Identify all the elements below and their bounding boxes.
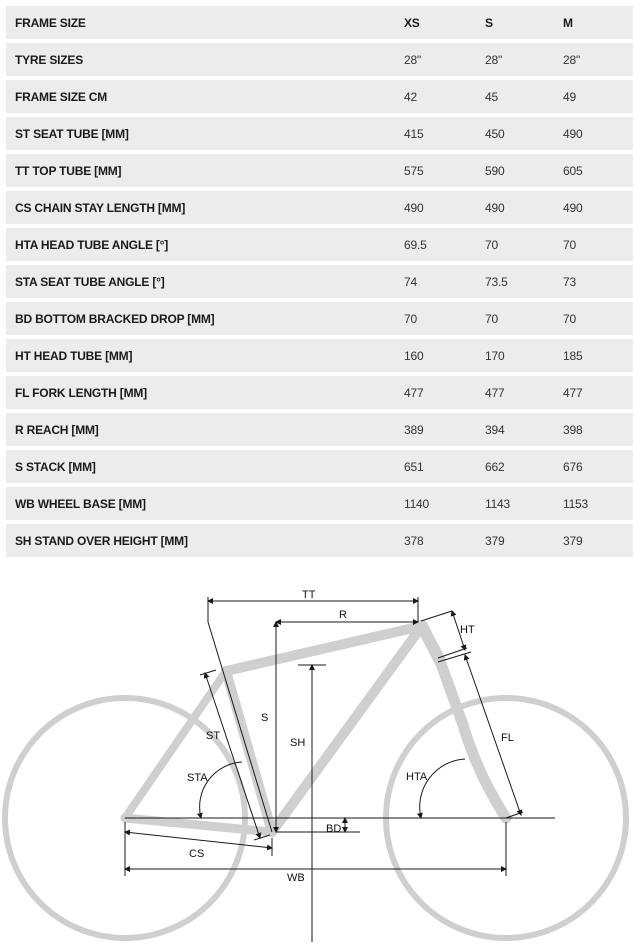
row-value: 490 (563, 126, 583, 141)
row-value: 185 (563, 348, 583, 363)
header-size-s: S (485, 15, 493, 30)
row-value: 590 (485, 163, 505, 178)
header-size-m: M (563, 15, 573, 30)
table-row (6, 376, 633, 409)
row-value: 73.5 (485, 274, 508, 289)
row-value: 1143 (485, 496, 511, 511)
table-row (6, 265, 633, 298)
table-row (6, 228, 633, 261)
frame-geometry-diagram (0, 578, 635, 952)
label-st: ST (206, 730, 221, 742)
label-s: S (261, 712, 269, 724)
label-hta: HTA (406, 771, 428, 783)
table-row (6, 302, 633, 335)
label-r: R (339, 609, 347, 621)
row-value: 389 (404, 422, 424, 437)
row-value: 1140 (404, 496, 430, 511)
row-value: 394 (485, 422, 505, 437)
label-sta: STA (187, 772, 208, 784)
row-value: 490 (563, 200, 583, 215)
row-value: 49 (563, 89, 576, 104)
row-label: FL FORK LENGTH [MM] (15, 385, 147, 400)
row-value: 28" (563, 52, 581, 67)
row-value: 170 (485, 348, 505, 363)
row-label: FRAME SIZE CM (15, 89, 108, 104)
row-value: 42 (404, 89, 417, 104)
table-row (6, 154, 633, 187)
table-row (6, 43, 633, 76)
row-value: 477 (563, 385, 583, 400)
row-value: 575 (404, 163, 424, 178)
table-row (6, 117, 633, 150)
row-value: 73 (563, 274, 576, 289)
row-label: ST SEAT TUBE [MM] (15, 126, 129, 141)
row-label: STA SEAT TUBE ANGLE [°] (15, 274, 165, 289)
label-sh: SH (290, 737, 306, 749)
row-label: S STACK [MM] (15, 459, 96, 474)
row-value: 70 (563, 237, 576, 252)
table-row (6, 487, 633, 520)
table-header-row (6, 6, 633, 39)
label-cs: CS (189, 848, 205, 860)
row-label: HTA HEAD TUBE ANGLE [°] (15, 237, 169, 252)
label-wb: WB (287, 872, 305, 884)
row-value: 662 (485, 459, 505, 474)
table-row (6, 524, 633, 557)
label-bd: BD (326, 823, 342, 835)
row-value: 477 (404, 385, 424, 400)
row-value: 28" (485, 52, 503, 67)
row-value: 378 (404, 533, 424, 548)
row-value: 1153 (563, 496, 589, 511)
header-size-xs: XS (404, 15, 420, 30)
row-value: 70 (485, 311, 498, 326)
row-value: 379 (485, 533, 505, 548)
row-label: TYRE SIZES (15, 52, 84, 67)
table-row (6, 450, 633, 483)
row-label: TT TOP TUBE [MM] (15, 163, 122, 178)
row-value: 490 (404, 200, 424, 215)
row-value: 70 (563, 311, 576, 326)
row-value: 450 (485, 126, 505, 141)
row-value: 490 (485, 200, 505, 215)
table-row (6, 413, 633, 446)
table-row (6, 339, 633, 372)
row-value: 415 (404, 126, 424, 141)
row-value: 160 (404, 348, 424, 363)
row-value: 45 (485, 89, 498, 104)
table-row (6, 191, 633, 224)
row-value: 74 (404, 274, 417, 289)
row-value: 676 (563, 459, 583, 474)
row-label: HT HEAD TUBE [MM] (15, 348, 133, 363)
geometry-table (6, 6, 633, 561)
bike-frame (125, 626, 506, 832)
row-value: 70 (485, 237, 498, 252)
row-label: BD BOTTOM BRACKED DROP [MM] (15, 311, 215, 326)
row-value: 379 (563, 533, 583, 548)
row-label: SH STAND OVER HEIGHT [MM] (15, 533, 188, 548)
row-value: 398 (563, 422, 583, 437)
row-value: 70 (404, 311, 417, 326)
row-value: 69.5 (404, 237, 427, 252)
row-label: R REACH [MM] (15, 422, 99, 437)
label-fl: FL (501, 732, 514, 744)
label-ht: HT (460, 624, 475, 636)
row-value: 28" (404, 52, 422, 67)
row-value: 605 (563, 163, 583, 178)
row-label: WB WHEEL BASE [MM] (15, 496, 146, 511)
row-value: 651 (404, 459, 424, 474)
row-value: 477 (485, 385, 505, 400)
table-row (6, 80, 633, 113)
header-label: FRAME SIZE (15, 15, 86, 30)
row-label: CS CHAIN STAY LENGTH [MM] (15, 200, 186, 215)
label-tt: TT (302, 589, 316, 601)
